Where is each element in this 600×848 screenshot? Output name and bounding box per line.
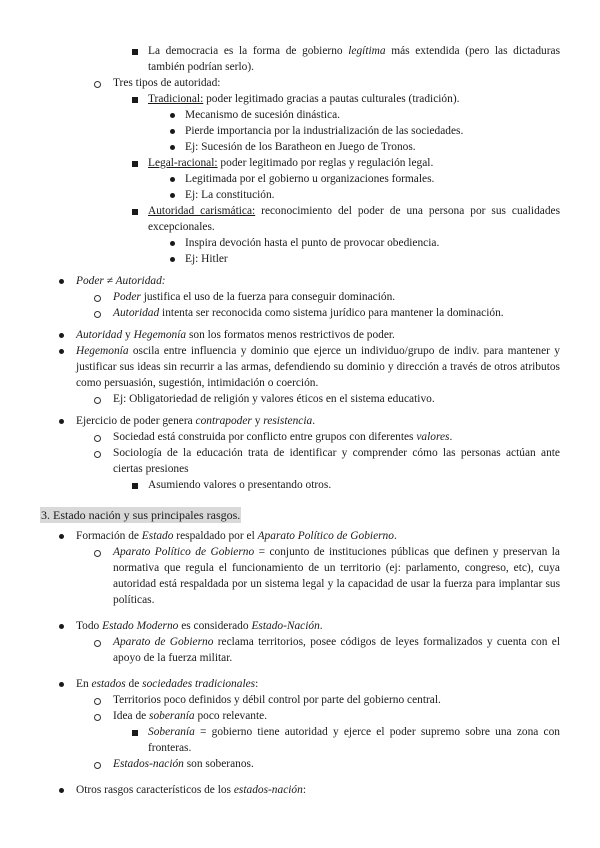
- text-line: Ej: La constitución.: [185, 189, 275, 201]
- section-heading: 3. Estado nación y sus principales rasgos.: [41, 508, 241, 522]
- text-line: Estados-nación son soberanos.: [113, 758, 254, 770]
- text-line: Legitimada por el gobierno u organizaciones formales.: [185, 173, 435, 185]
- text-line: Inspira devoción hasta el punto de provocar obediencia.: [185, 237, 440, 249]
- square-bullet-icon: [132, 483, 138, 489]
- dot-bullet-icon: [170, 145, 175, 150]
- circle-bullet-icon: [94, 640, 101, 647]
- text-line: Pierde importancia por la industrialización de las sociedades.: [185, 125, 464, 137]
- circle-bullet-icon: [94, 550, 101, 557]
- dot-bullet-icon: [170, 257, 175, 262]
- text-line: Todo Estado Moderno es considerado Estado-Nación.: [76, 620, 323, 632]
- circle-bullet-icon: [94, 311, 101, 318]
- dot-bullet-icon: [59, 624, 64, 629]
- text-line: Poder ≠ Autoridad:: [76, 275, 166, 287]
- text-line: Territorios poco definidos y débil control por parte del gobierno central.: [113, 694, 441, 706]
- text-line: Asumiendo valores o presentando otros.: [148, 479, 332, 491]
- square-bullet-icon: [132, 161, 138, 167]
- text-line: Soberanía = gobierno tiene autoridad y ejerce el poder supremo sobre una zona con fronteras.: [148, 726, 560, 754]
- square-bullet-icon: [132, 209, 138, 215]
- circle-bullet-icon: [94, 698, 101, 705]
- text-line: Aparato Político de Gobierno = conjunto de instituciones públicas que definen y preservan la normativa que regula el funcionamiento de un territorio (ej: parlamento, congreso, etc), cuya autoridad está respaldada por un sistema legal y la capacidad de usar la fuerza para implantar sus políticas.: [113, 546, 560, 606]
- dot-bullet-icon: [59, 279, 64, 284]
- text-line: Otros rasgos característicos de los estados-nación:: [76, 784, 306, 796]
- dot-bullet-icon: [59, 333, 64, 338]
- dot-bullet-icon: [59, 349, 64, 354]
- text-line: Aparato de Gobierno reclama territorios, posee códigos de leyes formalizados y cuenta con el apoyo de la fuerza militar.: [113, 636, 560, 664]
- text-line: Tres tipos de autoridad:: [113, 77, 221, 89]
- text-line: En estados de sociedades tradicionales:: [76, 678, 259, 690]
- dot-bullet-icon: [59, 682, 64, 687]
- text-line: Ej: Obligatoriedad de religión y valores éticos en el sistema educativo.: [113, 393, 435, 405]
- circle-bullet-icon: [94, 81, 101, 88]
- text-line: Ej: Sucesión de los Baratheon en Juego de Tronos.: [185, 141, 416, 153]
- text-line: Legal-racional: poder legitimado por reglas y regulación legal.: [148, 157, 434, 169]
- dot-bullet-icon: [170, 113, 175, 118]
- circle-bullet-icon: [94, 397, 101, 404]
- dot-bullet-icon: [170, 193, 175, 198]
- circle-bullet-icon: [94, 762, 101, 769]
- text-line: Hegemonía oscila entre influencia y dominio que ejerce un individuo/grupo de indiv. para mantener y justificar sus ideas sin recurrir a las armas, defendiendo su dominio y dirección a través de otros atributos como persuasión, sugestión, intimidación o coerción.: [76, 345, 560, 389]
- text-line: Ej: Hitler: [185, 253, 228, 265]
- dot-bullet-icon: [59, 534, 64, 539]
- text-line: Autoridad carismática: reconocimiento del poder de una persona por sus cualidades excepcionales.: [148, 205, 561, 233]
- square-bullet-icon: [132, 97, 138, 103]
- square-bullet-icon: [132, 49, 138, 55]
- circle-bullet-icon: [94, 435, 101, 442]
- text-line: Sociología de la educación trata de identificar y comprender cómo las personas actúan ante ciertas presiones: [113, 447, 560, 475]
- circle-bullet-icon: [94, 295, 101, 302]
- text-line: La democracia es la forma de gobierno legítima más extendida (pero las dictaduras también podrían serlo).: [148, 45, 560, 73]
- dot-bullet-icon: [170, 129, 175, 134]
- circle-bullet-icon: [94, 451, 101, 458]
- dot-bullet-icon: [59, 419, 64, 424]
- text-line: Ejercicio de poder genera contrapoder y resistencia.: [76, 415, 316, 427]
- text-line: Poder justifica el uso de la fuerza para conseguir dominación.: [113, 291, 396, 303]
- circle-bullet-icon: [94, 714, 101, 721]
- text-line: Autoridad intenta ser reconocida como sistema jurídico para mantener la dominación.: [113, 307, 504, 319]
- dot-bullet-icon: [170, 177, 175, 182]
- dot-bullet-icon: [59, 788, 64, 793]
- dot-bullet-icon: [170, 241, 175, 246]
- text-line: Formación de Estado respaldado por el Aparato Político de Gobierno.: [76, 530, 397, 542]
- text-line: Idea de soberanía poco relevante.: [113, 710, 268, 722]
- square-bullet-icon: [132, 730, 138, 736]
- text-line: Mecanismo de sucesión dinástica.: [185, 109, 340, 121]
- text-line: Autoridad y Hegemonía son los formatos menos restrictivos de poder.: [76, 329, 395, 341]
- text-line: Tradicional: poder legitimado gracias a pautas culturales (tradición).: [148, 93, 460, 105]
- text-line: Sociedad está construida por conflicto entre grupos con diferentes valores.: [113, 431, 453, 443]
